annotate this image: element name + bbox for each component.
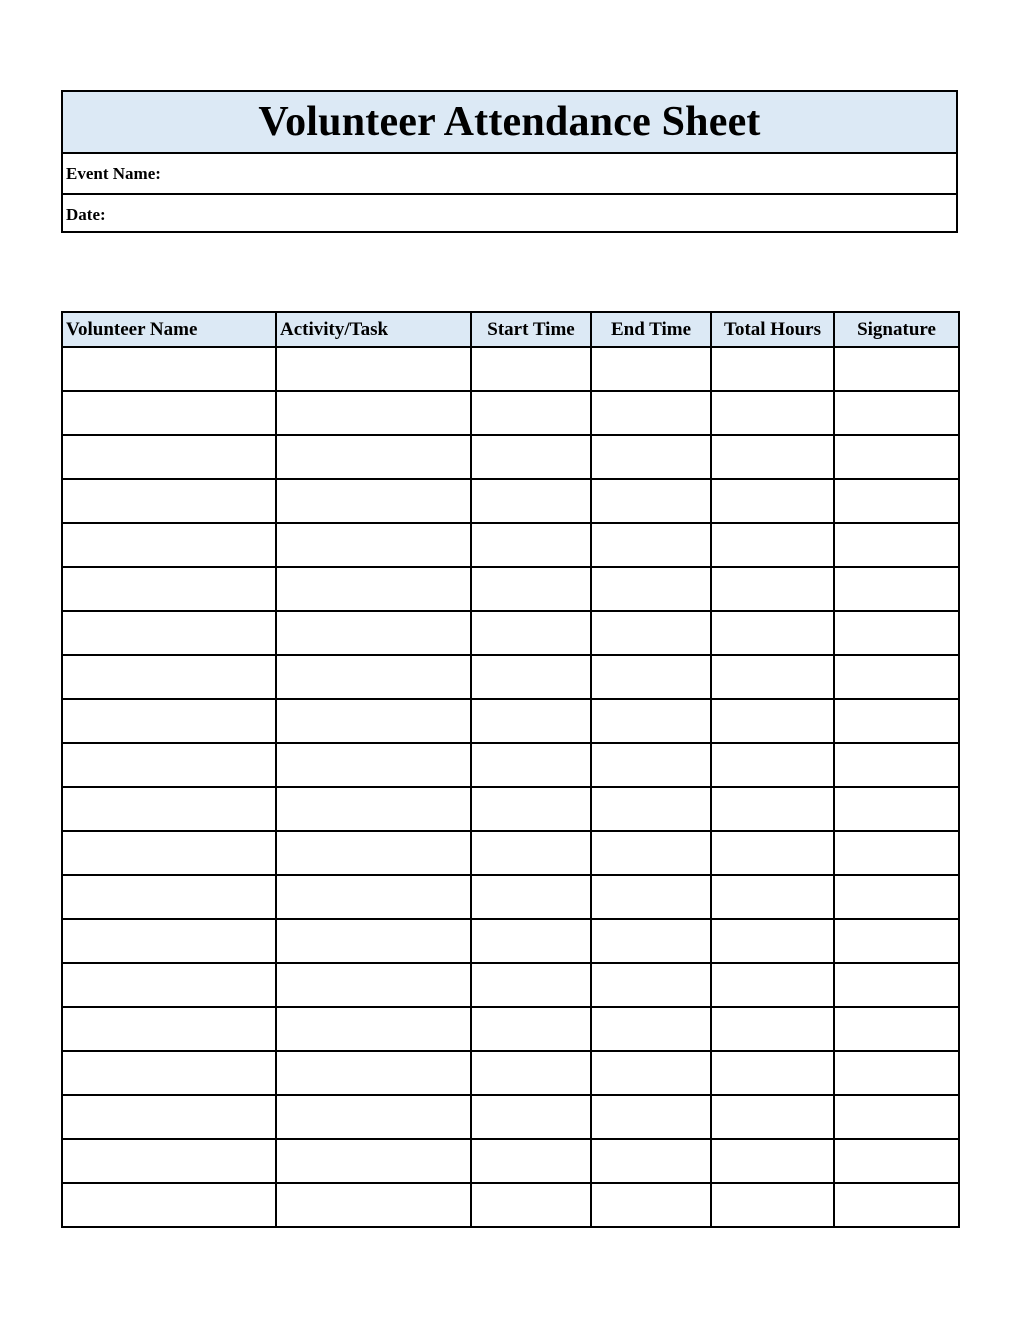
cell-activity-task[interactable] xyxy=(276,435,471,479)
cell-volunteer-name[interactable] xyxy=(62,611,276,655)
cell-total-hours[interactable] xyxy=(711,523,834,567)
cell-volunteer-name[interactable] xyxy=(62,347,276,391)
column-header-end-time: End Time xyxy=(591,312,711,347)
cell-activity-task[interactable] xyxy=(276,699,471,743)
table-row xyxy=(62,1095,959,1139)
cell-total-hours[interactable] xyxy=(711,875,834,919)
table-row xyxy=(62,655,959,699)
cell-signature[interactable] xyxy=(834,391,959,435)
table-row xyxy=(62,611,959,655)
attendance-table xyxy=(61,311,960,1228)
table-row xyxy=(62,1139,959,1183)
cell-start-time[interactable] xyxy=(471,919,591,963)
sheet-title: Volunteer Attendance Sheet xyxy=(63,92,956,154)
cell-start-time[interactable] xyxy=(471,1007,591,1051)
cell-signature[interactable] xyxy=(834,875,959,919)
cell-start-time[interactable] xyxy=(471,1183,591,1227)
cell-end-time[interactable] xyxy=(591,787,711,831)
cell-volunteer-name[interactable] xyxy=(62,523,276,567)
table-row xyxy=(62,1051,959,1095)
cell-total-hours[interactable] xyxy=(711,567,834,611)
cell-total-hours[interactable] xyxy=(711,479,834,523)
cell-signature[interactable] xyxy=(834,963,959,1007)
cell-volunteer-name[interactable] xyxy=(62,1183,276,1227)
cell-volunteer-name[interactable] xyxy=(62,567,276,611)
cell-signature[interactable] xyxy=(834,611,959,655)
table-row xyxy=(62,919,959,963)
cell-signature[interactable] xyxy=(834,787,959,831)
cell-start-time[interactable] xyxy=(471,1095,591,1139)
cell-start-time[interactable] xyxy=(471,787,591,831)
table-row xyxy=(62,435,959,479)
cell-activity-task[interactable] xyxy=(276,479,471,523)
cell-activity-task[interactable] xyxy=(276,919,471,963)
cell-signature[interactable] xyxy=(834,699,959,743)
column-header-start-time: Start Time xyxy=(471,312,591,347)
cell-start-time[interactable] xyxy=(471,1139,591,1183)
cell-volunteer-name[interactable] xyxy=(62,1007,276,1051)
cell-activity-task[interactable] xyxy=(276,787,471,831)
cell-start-time[interactable] xyxy=(471,347,591,391)
cell-start-time[interactable] xyxy=(471,391,591,435)
cell-signature[interactable] xyxy=(834,1095,959,1139)
column-header-signature: Signature xyxy=(834,312,959,347)
cell-signature[interactable] xyxy=(834,655,959,699)
table-row xyxy=(62,963,959,1007)
cell-total-hours[interactable] xyxy=(711,655,834,699)
cell-volunteer-name[interactable] xyxy=(62,435,276,479)
date-field[interactable] xyxy=(63,195,956,234)
cell-end-time[interactable] xyxy=(591,831,711,875)
cell-volunteer-name[interactable] xyxy=(62,831,276,875)
table-row xyxy=(62,523,959,567)
cell-activity-task[interactable] xyxy=(276,347,471,391)
cell-total-hours[interactable] xyxy=(711,831,834,875)
cell-total-hours[interactable] xyxy=(711,1139,834,1183)
cell-start-time[interactable] xyxy=(471,655,591,699)
cell-start-time[interactable] xyxy=(471,1051,591,1095)
cell-start-time[interactable] xyxy=(471,875,591,919)
cell-volunteer-name[interactable] xyxy=(62,963,276,1007)
table-row xyxy=(62,567,959,611)
cell-end-time[interactable] xyxy=(591,391,711,435)
cell-activity-task[interactable] xyxy=(276,567,471,611)
table-row xyxy=(62,787,959,831)
cell-volunteer-name[interactable] xyxy=(62,655,276,699)
event-name-label: Event Name: xyxy=(66,163,161,183)
cell-total-hours[interactable] xyxy=(711,1183,834,1227)
cell-start-time[interactable] xyxy=(471,611,591,655)
cell-activity-task[interactable] xyxy=(276,1007,471,1051)
cell-total-hours[interactable] xyxy=(711,743,834,787)
cell-end-time[interactable] xyxy=(591,743,711,787)
table-body xyxy=(62,347,959,1227)
cell-volunteer-name[interactable] xyxy=(62,391,276,435)
cell-end-time[interactable] xyxy=(591,1139,711,1183)
cell-volunteer-name[interactable] xyxy=(62,479,276,523)
table-row xyxy=(62,347,959,391)
cell-activity-task[interactable] xyxy=(276,611,471,655)
cell-volunteer-name[interactable] xyxy=(62,1051,276,1095)
cell-signature[interactable] xyxy=(834,1051,959,1095)
cell-signature[interactable] xyxy=(834,435,959,479)
column-header-activity-task: Activity/Task xyxy=(276,312,471,347)
cell-total-hours[interactable] xyxy=(711,787,834,831)
cell-total-hours[interactable] xyxy=(711,1007,834,1051)
cell-volunteer-name[interactable] xyxy=(62,1095,276,1139)
cell-activity-task[interactable] xyxy=(276,1095,471,1139)
column-header-total-hours: Total Hours xyxy=(711,312,834,347)
cell-start-time[interactable] xyxy=(471,743,591,787)
cell-signature[interactable] xyxy=(834,567,959,611)
cell-volunteer-name[interactable] xyxy=(62,875,276,919)
cell-total-hours[interactable] xyxy=(711,1095,834,1139)
cell-start-time[interactable] xyxy=(471,523,591,567)
cell-end-time[interactable] xyxy=(591,479,711,523)
cell-end-time[interactable] xyxy=(591,1007,711,1051)
cell-activity-task[interactable] xyxy=(276,875,471,919)
cell-volunteer-name[interactable] xyxy=(62,919,276,963)
cell-total-hours[interactable] xyxy=(711,963,834,1007)
cell-start-time[interactable] xyxy=(471,831,591,875)
table-row xyxy=(62,699,959,743)
cell-activity-task[interactable] xyxy=(276,743,471,787)
cell-volunteer-name[interactable] xyxy=(62,743,276,787)
cell-end-time[interactable] xyxy=(591,347,711,391)
cell-signature[interactable] xyxy=(834,831,959,875)
cell-activity-task[interactable] xyxy=(276,963,471,1007)
cell-activity-task[interactable] xyxy=(276,391,471,435)
cell-activity-task[interactable] xyxy=(276,1183,471,1227)
cell-signature[interactable] xyxy=(834,743,959,787)
cell-activity-task[interactable] xyxy=(276,655,471,699)
cell-volunteer-name[interactable] xyxy=(62,699,276,743)
cell-volunteer-name[interactable] xyxy=(62,787,276,831)
table-row xyxy=(62,1183,959,1227)
cell-end-time[interactable] xyxy=(591,435,711,479)
cell-end-time[interactable] xyxy=(591,1095,711,1139)
cell-end-time[interactable] xyxy=(591,699,711,743)
table-row xyxy=(62,479,959,523)
cell-total-hours[interactable] xyxy=(711,391,834,435)
cell-signature[interactable] xyxy=(834,1007,959,1051)
cell-end-time[interactable] xyxy=(591,875,711,919)
cell-activity-task[interactable] xyxy=(276,1139,471,1183)
cell-volunteer-name[interactable] xyxy=(62,1139,276,1183)
cell-end-time[interactable] xyxy=(591,1183,711,1227)
cell-signature[interactable] xyxy=(834,1139,959,1183)
cell-total-hours[interactable] xyxy=(711,347,834,391)
cell-signature[interactable] xyxy=(834,523,959,567)
table-header-row xyxy=(62,312,959,347)
table-row xyxy=(62,831,959,875)
cell-total-hours[interactable] xyxy=(711,611,834,655)
cell-total-hours[interactable] xyxy=(711,1051,834,1095)
cell-end-time[interactable] xyxy=(591,611,711,655)
cell-activity-task[interactable] xyxy=(276,831,471,875)
event-name-field[interactable] xyxy=(63,154,956,195)
cell-start-time[interactable] xyxy=(471,567,591,611)
table-row xyxy=(62,391,959,435)
cell-activity-task[interactable] xyxy=(276,523,471,567)
cell-start-time[interactable] xyxy=(471,963,591,1007)
cell-signature[interactable] xyxy=(834,479,959,523)
cell-start-time[interactable] xyxy=(471,699,591,743)
table-row xyxy=(62,743,959,787)
date-label: Date: xyxy=(66,204,106,224)
cell-end-time[interactable] xyxy=(591,567,711,611)
table-row xyxy=(62,1007,959,1051)
table-row xyxy=(62,875,959,919)
cell-end-time[interactable] xyxy=(591,1051,711,1095)
cell-signature[interactable] xyxy=(834,1183,959,1227)
sheet-header xyxy=(61,90,958,233)
cell-end-time[interactable] xyxy=(591,963,711,1007)
cell-start-time[interactable] xyxy=(471,479,591,523)
cell-signature[interactable] xyxy=(834,347,959,391)
cell-activity-task[interactable] xyxy=(276,1051,471,1095)
cell-signature[interactable] xyxy=(834,919,959,963)
cell-start-time[interactable] xyxy=(471,435,591,479)
cell-total-hours[interactable] xyxy=(711,919,834,963)
cell-end-time[interactable] xyxy=(591,655,711,699)
column-header-volunteer-name: Volunteer Name xyxy=(62,312,276,347)
cell-end-time[interactable] xyxy=(591,523,711,567)
cell-total-hours[interactable] xyxy=(711,435,834,479)
cell-total-hours[interactable] xyxy=(711,699,834,743)
cell-end-time[interactable] xyxy=(591,919,711,963)
